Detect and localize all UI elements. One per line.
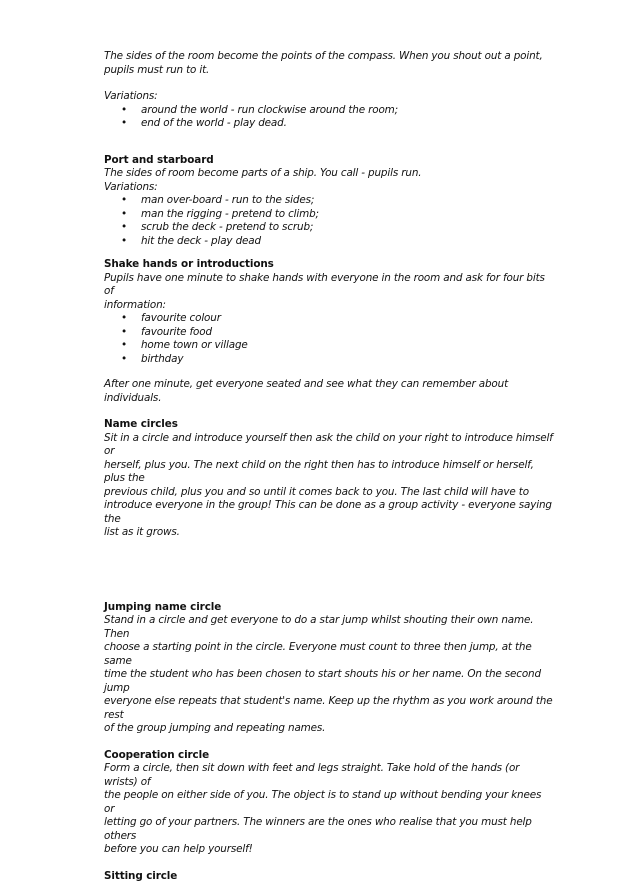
cooperation-line-2: the people on either side of you. The object is to stand up without bending your knees or (104, 789, 554, 816)
bullet: • (121, 208, 127, 222)
compass-variations-list (104, 104, 554, 131)
bullet: • (121, 104, 127, 118)
list-item: • end of the world - play dead. (104, 117, 554, 131)
section-heading-jumping-name-circle: Jumping name circle (104, 601, 554, 615)
list-item: • scrub the deck - pretend to scrub; (104, 221, 554, 235)
list-item: • birthday (104, 353, 554, 367)
compass-text-line-1: The sides of the room become the points of the compass. When you shout out a point, (104, 50, 554, 64)
list-item: • man the rigging - pretend to climb; (104, 208, 554, 222)
port-variations-label: Variations: (104, 181, 554, 195)
list-item: • man over-board - run to the sides; (104, 194, 554, 208)
section-heading-shake-hands: Shake hands or introductions (104, 258, 554, 272)
shake-after-line-1: After one minute, get everyone seated and see what they can remember about (104, 378, 554, 392)
shake-text-line-2: information: (104, 299, 554, 313)
name-circles-line-1: Sit in a circle and introduce yourself then ask the child on your right to introduce himself or (104, 432, 554, 459)
compass-text-line-2: pupils must run to it. (104, 64, 554, 78)
bullet: • (121, 221, 127, 235)
port-text-line: The sides of room become parts of a ship. You call - pupils run. (104, 167, 554, 181)
shake-text-line-1: Pupils have one minute to shake hands with everyone in the room and ask for four bits of (104, 272, 554, 299)
bullet: • (121, 117, 127, 131)
bullet: • (121, 235, 127, 249)
section-heading-name-circles: Name circles (104, 418, 554, 432)
port-variations-list (104, 194, 554, 248)
bullet: • (121, 339, 127, 353)
bullet: • (121, 326, 127, 340)
jumping-line-3: time the student who has been chosen to start shouts his or her name. On the second jump (104, 668, 554, 695)
list-item: • favourite food (104, 326, 554, 340)
cooperation-line-3: letting go of your partners. The winners are the ones who realise that you must help others (104, 816, 554, 843)
bullet: • (121, 194, 127, 208)
compass-variations-label: Variations: (104, 90, 554, 104)
name-circles-line-3: previous child, plus you and so until it comes back to you. The last child will have to (104, 486, 554, 500)
name-circles-line-4: introduce everyone in the group! This can be done as a group activity - everyone saying the (104, 499, 554, 526)
cooperation-line-4: before you can help yourself! (104, 843, 554, 857)
jumping-line-1: Stand in a circle and get everyone to do a star jump whilst shouting their own name. Then (104, 614, 554, 641)
cooperation-line-1: Form a circle, then sit down with feet and legs straight. Take hold of the hands (or wrists) of (104, 762, 554, 789)
jumping-line-5: of the group jumping and repeating names. (104, 722, 554, 736)
document-page (104, 50, 554, 883)
section-heading-port-starboard: Port and starboard (104, 154, 554, 168)
section-heading-cooperation-circle: Cooperation circle (104, 749, 554, 763)
list-item: • favourite colour (104, 312, 554, 326)
bullet: • (121, 312, 127, 326)
list-item: • hit the deck - play dead (104, 235, 554, 249)
bullet: • (121, 353, 127, 367)
list-item: • home town or village (104, 339, 554, 353)
shake-bits-list (104, 312, 554, 366)
shake-after-line-2: individuals. (104, 392, 554, 406)
list-item: • around the world - run clockwise around the room; (104, 104, 554, 118)
section-heading-sitting-circle: Sitting circle (104, 870, 554, 883)
name-circles-line-5: list as it grows. (104, 526, 554, 540)
jumping-line-2: choose a starting point in the circle. Everyone must count to three then jump, at the same (104, 641, 554, 668)
jumping-line-4: everyone else repeats that student's name. Keep up the rhythm as you work around the rest (104, 695, 554, 722)
name-circles-line-2: herself, plus you. The next child on the right then has to introduce himself or herself, plus the (104, 459, 554, 486)
